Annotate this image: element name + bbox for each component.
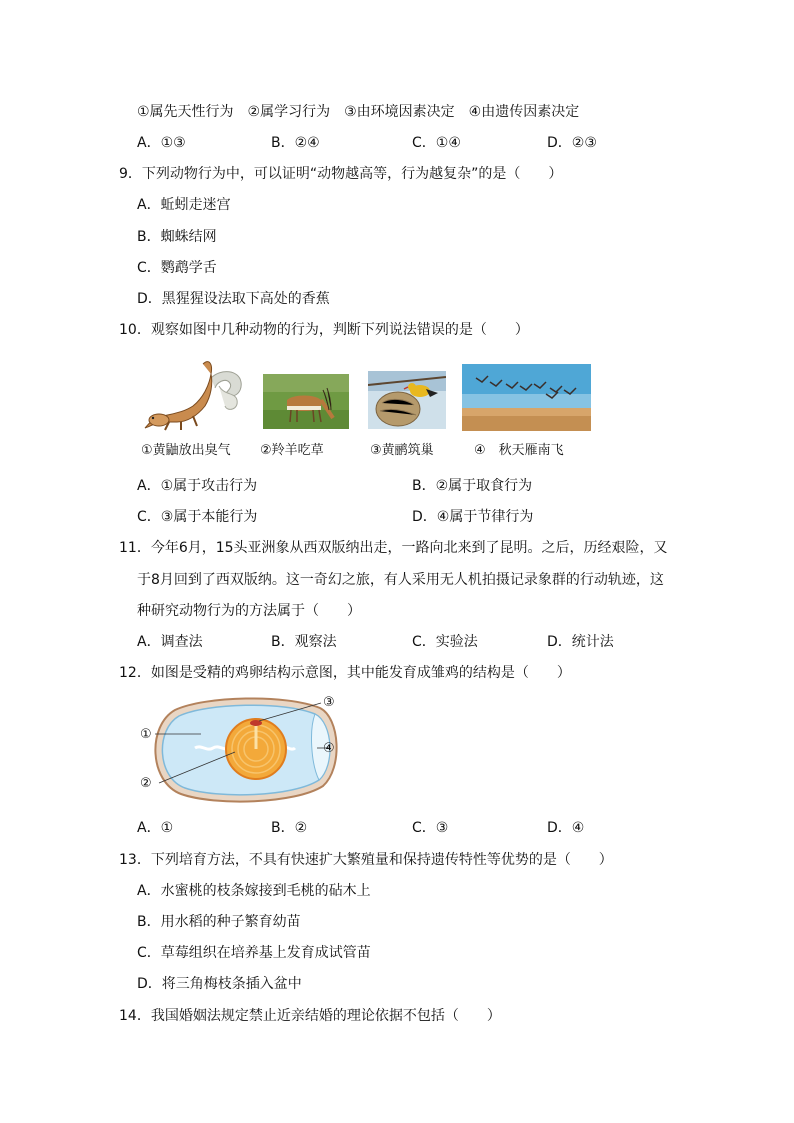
q10-option-b: B．②属于取食行为	[412, 478, 533, 494]
caption-oriole: ③黄鹂筑巢	[370, 443, 434, 458]
geese-image	[462, 364, 591, 431]
q13-option-b: B．用水稻的种子繁育幼苗	[137, 914, 301, 930]
q9-option-b: B．蜘蛛结网	[137, 229, 217, 245]
egg-label-1: ①	[140, 727, 152, 742]
antelope-image	[263, 374, 349, 429]
q13-option-d: D．将三角梅枝条插入盆中	[137, 976, 302, 992]
q12-stem: 12．如图是受精的鸡卵结构示意图，其中能发育成雏鸡的结构是（ ）	[119, 665, 571, 681]
caption-weasel: ①黄鼬放出臭气	[141, 443, 231, 458]
q11-option-c: C．实验法	[412, 634, 478, 650]
q9-option-c: C．鹦鹉学舌	[137, 260, 217, 276]
egg-label-4: ④	[323, 741, 335, 756]
q12-option-d: D．④	[547, 820, 585, 836]
oriole-nest-image	[368, 371, 446, 429]
caption-antelope: ②羚羊吃草	[260, 443, 324, 458]
q11-line-2: 于8月回到了西双版纳。这一奇幻之旅，有人采用无人机拍摄记录象群的行动轨迹，这	[137, 572, 664, 588]
q13-stem: 13．下列培育方法，不具有快速扩大繁殖量和保持遗传特性等优势的是（ ）	[119, 852, 613, 868]
egg-label-3: ③	[323, 695, 335, 710]
q10-option-d: D．④属于节律行为	[412, 509, 534, 525]
q12-option-a: A．①	[137, 820, 174, 836]
q13-option-c: C．草莓组织在培养基上发育成试管苗	[137, 945, 371, 961]
q14-stem: 14．我国婚姻法规定禁止近亲结婚的理论依据不包括（ ）	[119, 1008, 501, 1024]
q12-option-c: C．③	[412, 820, 449, 836]
q11-option-a: A．调查法	[137, 634, 203, 650]
q11-option-d: D．统计法	[547, 634, 614, 650]
weasel-image	[141, 356, 245, 434]
q8-option-c: C．①④	[412, 135, 461, 151]
q9-stem: 9．下列动物行为中，可以证明“动物越高等，行为越复杂”的是（ ）	[119, 166, 563, 182]
caption-geese: ④ 秋天雁南飞	[474, 443, 564, 458]
q8-option-d: D．②③	[547, 135, 597, 151]
q13-option-a: A．水蜜桃的枝条嫁接到毛桃的砧木上	[137, 883, 371, 899]
q10-option-a: A．①属于攻击行为	[137, 478, 258, 494]
q10-option-c: C．③属于本能行为	[137, 509, 258, 525]
egg-label-2: ②	[140, 776, 152, 791]
egg-diagram	[135, 690, 350, 808]
q9-option-d: D．黑猩猩设法取下高处的香蕉	[137, 291, 330, 307]
q8-option-a: A．①③	[137, 135, 186, 151]
q11-line-3: 种研究动物行为的方法属于（ ）	[137, 603, 361, 619]
q8-items: ①属先天性行为 ②属学习行为 ③由环境因素决定 ④由遗传因素决定	[137, 104, 580, 120]
q11-line-1: 11．今年6月，15头亚洲象从西双版纳出走，一路向北来到了昆明。之后，历经艰险，又	[119, 540, 668, 556]
q12-option-b: B．②	[271, 820, 308, 836]
q9-option-a: A．蚯蚓走迷宫	[137, 197, 231, 213]
q11-option-b: B．观察法	[271, 634, 337, 650]
q10-stem: 10．观察如图中几种动物的行为，判断下列说法错误的是（ ）	[119, 322, 529, 338]
q8-option-b: B．②④	[271, 135, 320, 151]
